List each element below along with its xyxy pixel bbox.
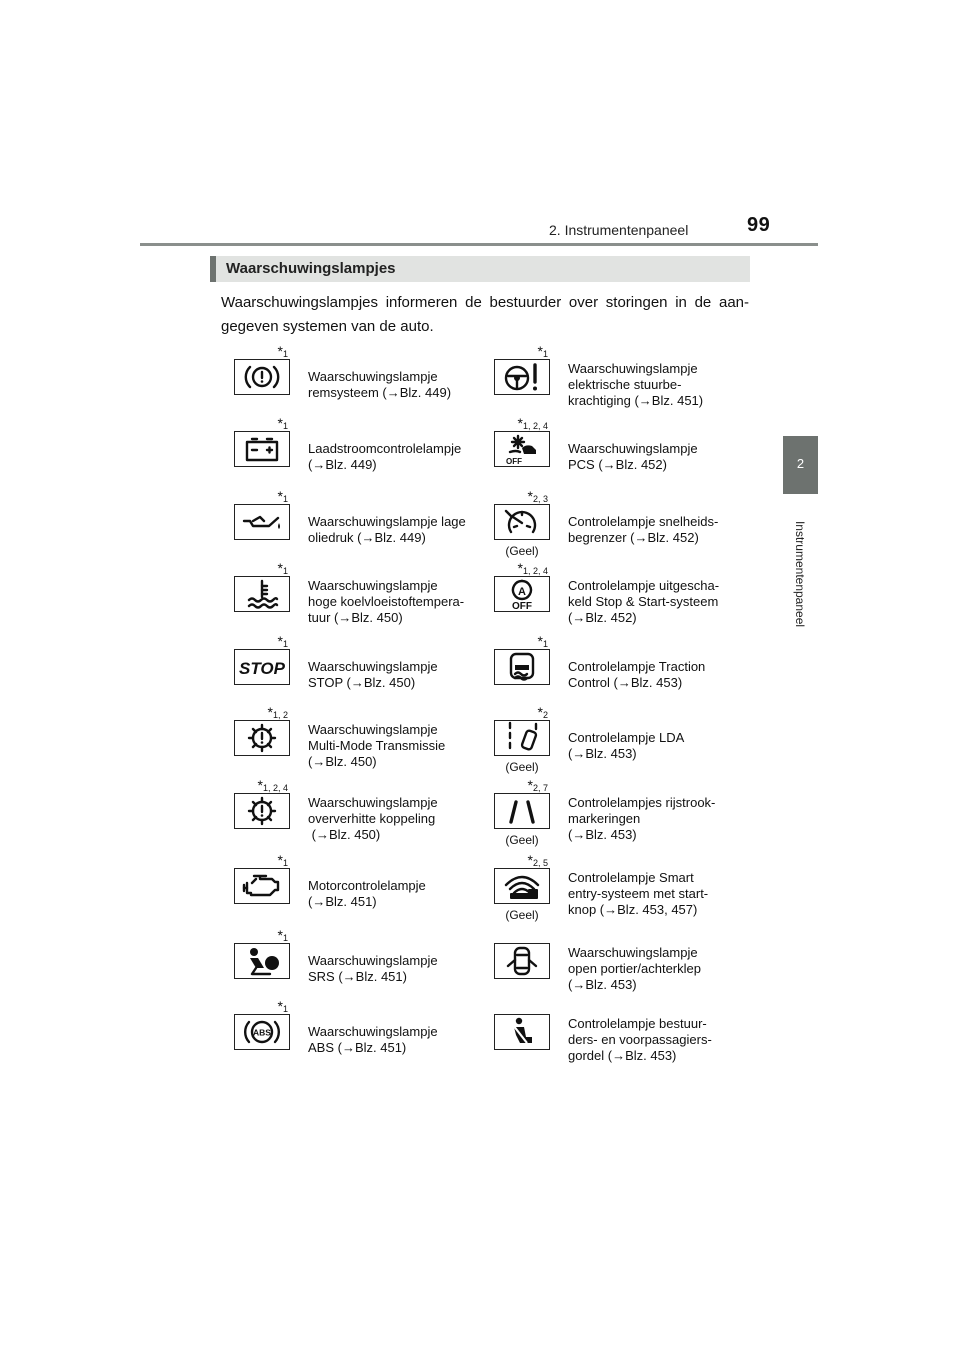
footnote-marker: $*_{2, 3}$: [527, 488, 548, 504]
stop-start-off-icon: [494, 576, 550, 612]
seatbelt-icon-graphic: [502, 1017, 542, 1047]
coolant-temperature-icon-graphic: [242, 579, 282, 609]
description-line: Controlelampje Traction: [568, 659, 706, 674]
footnote-marker: $*_1$: [537, 633, 548, 649]
description-line: Motorcontrolelampje: [308, 878, 426, 893]
description-line: Multi-Mode Transmissie: [308, 738, 446, 753]
left-entry: [234, 854, 484, 920]
footnote-marker: $*_1$: [277, 852, 288, 868]
section-heading: [210, 256, 750, 282]
footnote-marker: $*_{1, 2, 4}$: [517, 560, 548, 576]
description-line: krachtiging (→Blz. 451): [568, 393, 704, 408]
left-entry: [234, 490, 484, 556]
footnote-numbers: 1, 2, 4: [522, 566, 548, 576]
brake-system-icon-graphic: [242, 362, 282, 392]
engine-check-icon: [234, 868, 290, 904]
color-note: (Geel): [505, 833, 539, 847]
left-entry: [234, 417, 484, 483]
footnote-numbers: 1: [282, 639, 288, 649]
left-entry: [234, 1000, 484, 1066]
description-line: STOP (→Blz. 450): [308, 675, 416, 690]
left-entry: [234, 635, 484, 701]
footnote-numbers: 2, 5: [532, 858, 548, 868]
warning-light-description: [308, 878, 480, 910]
footnote-numbers: 2: [542, 710, 548, 720]
warning-light-description: [568, 730, 740, 762]
page-number: 99: [747, 214, 771, 236]
smart-entry-key-icon-graphic: [502, 871, 542, 901]
footnote-numbers: 1: [282, 858, 288, 868]
stop-icon: [234, 649, 290, 685]
description-line: Waarschuwingslampje: [568, 441, 698, 456]
warning-light-description: [568, 870, 740, 918]
description-line: (→Blz. 453): [568, 827, 637, 842]
right-entry: [494, 854, 744, 920]
warning-light-description: [308, 514, 480, 546]
description-line: Laadstroomcontrolelampje: [308, 441, 462, 456]
lane-markings-icon-graphic: [502, 796, 542, 826]
description-line: Waarschuwingslampje: [308, 1024, 438, 1039]
footnote-marker: $*_1$: [277, 998, 288, 1014]
description-line: Waarschuwingslampje: [308, 722, 438, 737]
abs-icon-graphic: [242, 1017, 282, 1047]
right-entry: [494, 417, 744, 483]
chapter-label-text: Instrumentenpaneel: [793, 520, 808, 628]
footnote-numbers: 1: [282, 566, 288, 576]
right-entry: [494, 345, 744, 411]
warning-light-description: [568, 945, 740, 993]
svg-text:STOP: STOP: [239, 659, 285, 678]
description-line: Controlelampjes rijstrook-: [568, 795, 716, 810]
lda-lane-departure-icon: [494, 720, 550, 756]
description-line: remsysteem (→Blz. 449): [308, 385, 452, 400]
footnote-numbers: 1, 2, 4: [262, 783, 288, 793]
description-line: begrenzer (→Blz. 452): [568, 530, 699, 545]
battery-icon: [234, 431, 290, 467]
door-open-icon: [494, 943, 550, 979]
warning-light-description: [308, 578, 480, 626]
transmission-gear-icon-graphic: [242, 723, 282, 753]
footnote-numbers: 1: [282, 421, 288, 431]
description-line: Waarschuwingslampje: [308, 953, 438, 968]
description-line: entry-systeem met start-: [568, 886, 709, 901]
header-divider: [140, 243, 818, 246]
speed-limiter-icon: [494, 504, 550, 540]
description-line: oliedruk (→Blz. 449): [308, 530, 426, 545]
description-line: (→Blz. 453): [568, 746, 637, 761]
clutch-overheat-icon-graphic: [242, 796, 282, 826]
footnote-marker: $*_1$: [277, 560, 288, 576]
footnote-marker: $*_1$: [277, 927, 288, 943]
running-header: 2. Instrumentenpaneel: [549, 222, 689, 238]
description-line: hoge koelvloeistoftempera-: [308, 594, 465, 609]
footnote-marker: $*_1$: [277, 415, 288, 431]
description-line: (→Blz. 450): [308, 827, 381, 842]
oil-pressure-icon: [234, 504, 290, 540]
speed-limiter-icon-graphic: [502, 507, 542, 537]
warning-light-description: [308, 659, 480, 691]
warning-light-description: [308, 722, 480, 770]
clutch-overheat-icon: [234, 793, 290, 829]
warning-light-description: [568, 361, 740, 409]
footnote-numbers: 1, 2, 4: [522, 421, 548, 431]
footnote-marker: $*_{1, 2, 4}$: [257, 777, 288, 793]
warning-light-description: [308, 795, 480, 843]
description-line: (→Blz. 451): [308, 894, 377, 909]
description-line: Waarschuwingslampje: [308, 659, 438, 674]
footnote-marker: $*_{2, 5}$: [527, 852, 548, 868]
footnote-numbers: 1, 2: [272, 710, 288, 720]
color-note: (Geel): [505, 908, 539, 922]
section-accent: [210, 256, 216, 282]
warning-light-description: [308, 369, 480, 401]
description-line: keld Stop & Start-systeem: [568, 594, 719, 609]
description-line: SRS (→Blz. 451): [308, 969, 407, 984]
description-line: markeringen: [568, 811, 641, 826]
svg-text:OFF: OFF: [506, 457, 522, 466]
power-steering-icon-graphic: [502, 362, 542, 392]
power-steering-icon: [494, 359, 550, 395]
airbag-srs-icon: [234, 943, 290, 979]
warning-light-description: [568, 441, 740, 473]
description-line: Waarschuwingslampje lage: [308, 514, 466, 529]
footnote-marker: $*_1$: [537, 343, 548, 359]
footnote-marker: $*_1$: [277, 488, 288, 504]
seatbelt-icon: [494, 1014, 550, 1050]
stop-icon-graphic: [239, 652, 285, 682]
description-line: (→Blz. 453): [568, 977, 637, 992]
warning-light-description: [568, 514, 740, 546]
description-line: Controlelampje uitgescha-: [568, 578, 720, 593]
description-line: Waarschuwingslampje: [568, 945, 698, 960]
door-open-icon-graphic: [502, 946, 542, 976]
right-entry: [494, 1000, 744, 1066]
description-line: Control (→Blz. 453): [568, 675, 683, 690]
description-line: (→Blz. 450): [308, 754, 377, 769]
chapter-tab: 2: [783, 436, 818, 494]
description-line: PCS (→Blz. 452): [568, 457, 667, 472]
svg-text:A: A: [518, 586, 526, 598]
footnote-numbers: 1: [542, 349, 548, 359]
right-entry: [494, 562, 744, 628]
warning-light-description: [568, 795, 740, 843]
svg-text:ABS: ABS: [253, 1027, 271, 1038]
right-entry: [494, 779, 744, 845]
footnote-marker: $*_{1, 2}$: [267, 704, 288, 720]
warning-light-description: [308, 953, 480, 985]
footnote-marker: $*_1$: [277, 633, 288, 649]
footnote-marker: $*_{2, 7}$: [527, 777, 548, 793]
chapter-label: [783, 504, 818, 644]
description-line: Controlelampje Smart: [568, 870, 694, 885]
left-entry: [234, 562, 484, 628]
description-line: ABS (→Blz. 451): [308, 1040, 407, 1055]
warning-light-description: [308, 441, 480, 473]
svg-text:OFF: OFF: [512, 601, 532, 612]
description-line: (→Blz. 452): [568, 610, 637, 625]
pcs-off-icon-graphic: [502, 434, 542, 464]
description-line: oververhitte koppeling: [308, 811, 436, 826]
footnote-numbers: 2, 7: [532, 783, 548, 793]
coolant-temperature-icon: [234, 576, 290, 612]
footnote-marker: $*_{1, 2, 4}$: [517, 415, 548, 431]
lda-lane-departure-icon-graphic: [502, 723, 542, 753]
description-line: Waarschuwingslampje: [308, 795, 438, 810]
right-entry: [494, 929, 744, 995]
footnote-marker: $*_1$: [277, 343, 288, 359]
footnote-numbers: 1: [282, 1004, 288, 1014]
footnote-numbers: 1: [282, 494, 288, 504]
footnote-numbers: 2, 3: [532, 494, 548, 504]
left-entry: [234, 345, 484, 411]
footnote-marker: $*_2$: [537, 704, 548, 720]
footnote-numbers: 1: [542, 639, 548, 649]
right-entry: [494, 490, 744, 556]
battery-icon-graphic: [242, 434, 282, 464]
oil-pressure-icon-graphic: [242, 507, 282, 537]
abs-icon: [234, 1014, 290, 1050]
brake-system-icon: [234, 359, 290, 395]
lane-markings-icon: [494, 793, 550, 829]
warning-light-description: [568, 1016, 740, 1064]
right-entry: [494, 706, 744, 772]
warning-light-description: [568, 659, 740, 691]
left-entry: [234, 706, 484, 772]
description-line: (→Blz. 449): [308, 457, 377, 472]
footnote-numbers: 1: [282, 933, 288, 943]
stop-start-off-icon-graphic: [502, 579, 542, 612]
warning-light-description: [308, 1024, 480, 1056]
description-line: Waarschuwingslampje: [308, 578, 438, 593]
description-line: gordel (→Blz. 453): [568, 1048, 677, 1063]
warning-light-description: [568, 578, 740, 626]
smart-entry-key-icon: [494, 868, 550, 904]
pcs-off-icon: [494, 431, 550, 467]
traction-control-icon-graphic: [502, 652, 542, 682]
description-line: Controlelampje LDA: [568, 730, 685, 745]
description-line: elektrische stuurbe-: [568, 377, 682, 392]
description-line: Controlelampje snelheids-: [568, 514, 719, 529]
description-line: Waarschuwingslampje: [308, 369, 438, 384]
color-note: (Geel): [505, 760, 539, 774]
engine-check-icon-graphic: [242, 871, 282, 901]
footnote-numbers: 1: [282, 349, 288, 359]
description-line: Controlelampje bestuur-: [568, 1016, 707, 1031]
intro-paragraph: Waarschuwingslampjes informeren de bestuurder over storingen in de aan-gegeven systemen van de auto.: [221, 294, 749, 335]
section-title: Waarschuwingslampjes: [226, 260, 396, 277]
description-line: Waarschuwingslampje: [568, 361, 698, 376]
description-line: tuur (→Blz. 450): [308, 610, 403, 625]
description-line: knop (→Blz. 453, 457): [568, 902, 698, 917]
color-note: (Geel): [505, 544, 539, 558]
description-line: ders- en voorpassagiers-: [568, 1032, 712, 1047]
airbag-srs-icon-graphic: [242, 946, 282, 976]
description-line: open portier/achterklep: [568, 961, 701, 976]
left-entry: [234, 929, 484, 995]
traction-control-icon: [494, 649, 550, 685]
transmission-gear-icon: [234, 720, 290, 756]
right-entry: [494, 635, 744, 701]
left-entry: [234, 779, 484, 845]
